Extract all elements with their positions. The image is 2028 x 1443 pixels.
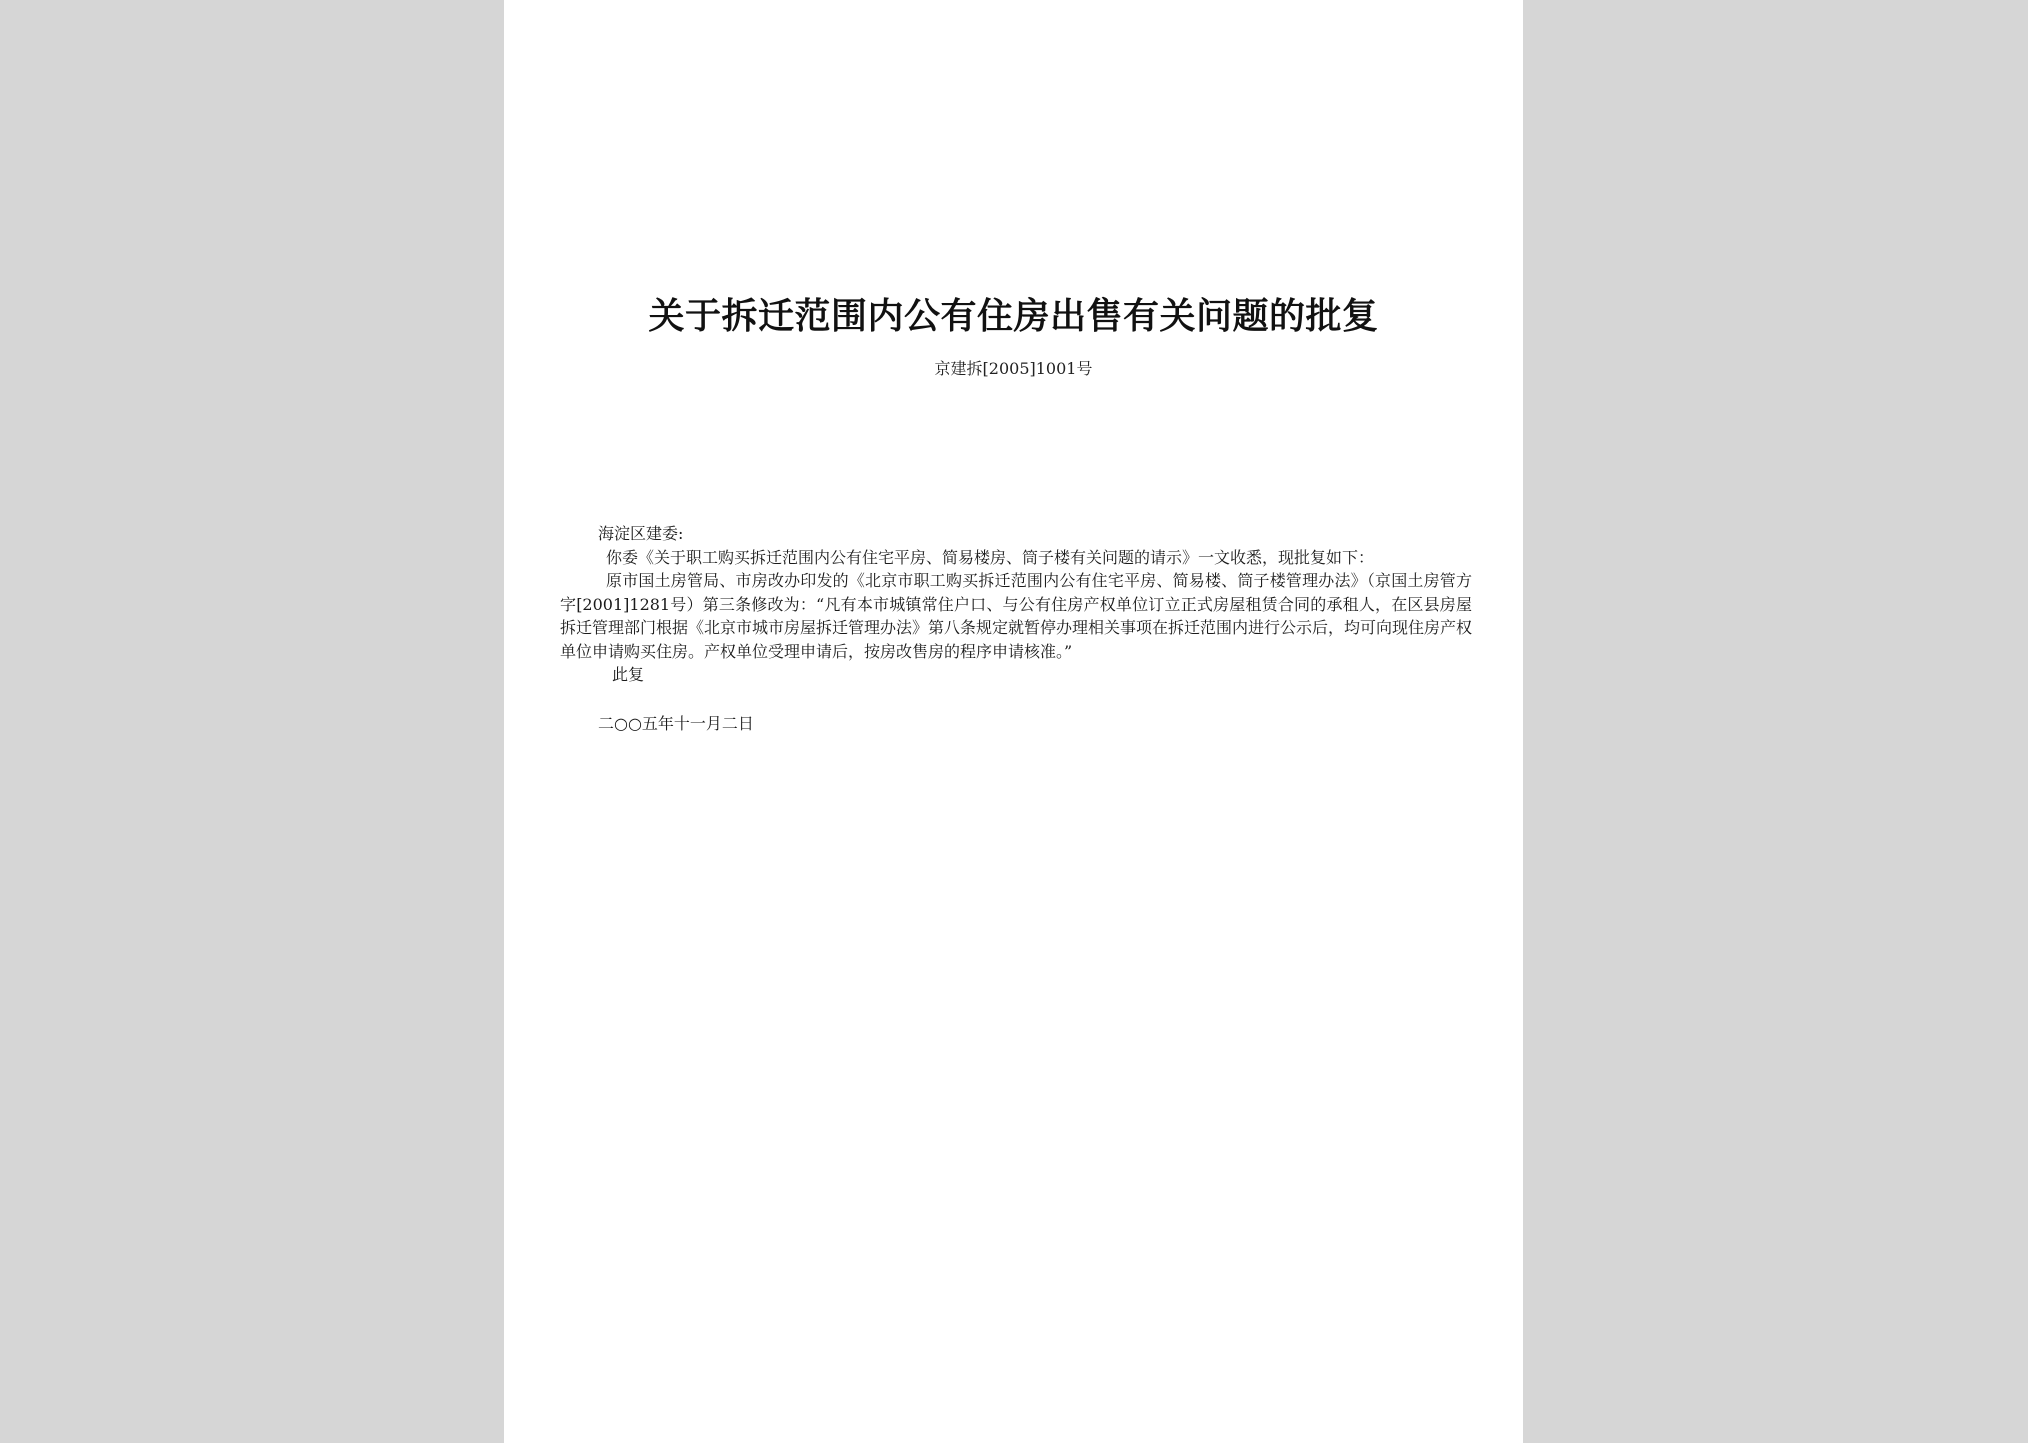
body-paragraph-2: 原市国土房管局、市房改办印发的《北京市职工购买拆迁范围内公有住宅平房、简易楼、筒子楼管理办法》（京国土房管方字[2001]1281号）第三条修改为：“凡有本市城镇常住户口、与公有住房产权单位订立正式房屋租赁合同的承租人，在区县房屋拆迁管理部门根据《北京市城市房屋拆迁管理办法》第八条规定就暂停办理相关事项在拆迁范围内进行公示后，均可向现住房产权单位申请购买住房。产权单位受理申请后，按房改售房的程序申请核准。” bbox=[560, 571, 1473, 661]
document-page bbox=[504, 0, 1523, 1443]
body-paragraph-1: 你委《关于职工购买拆迁范围内公有住宅平房、简易楼房、筒子楼有关问题的请示》一文收悉，现批复如下： bbox=[606, 547, 1375, 567]
document-title: 关于拆迁范围内公有住房出售有关问题的批复 bbox=[648, 295, 1379, 337]
closing-remark: 此复 bbox=[612, 665, 645, 684]
document-body bbox=[560, 522, 1472, 687]
document-date: 二○○五年十一月二日 bbox=[598, 714, 754, 733]
salutation: 海淀区建委: bbox=[598, 524, 684, 543]
document-number: 京建拆[2005]1001号 bbox=[934, 359, 1093, 378]
